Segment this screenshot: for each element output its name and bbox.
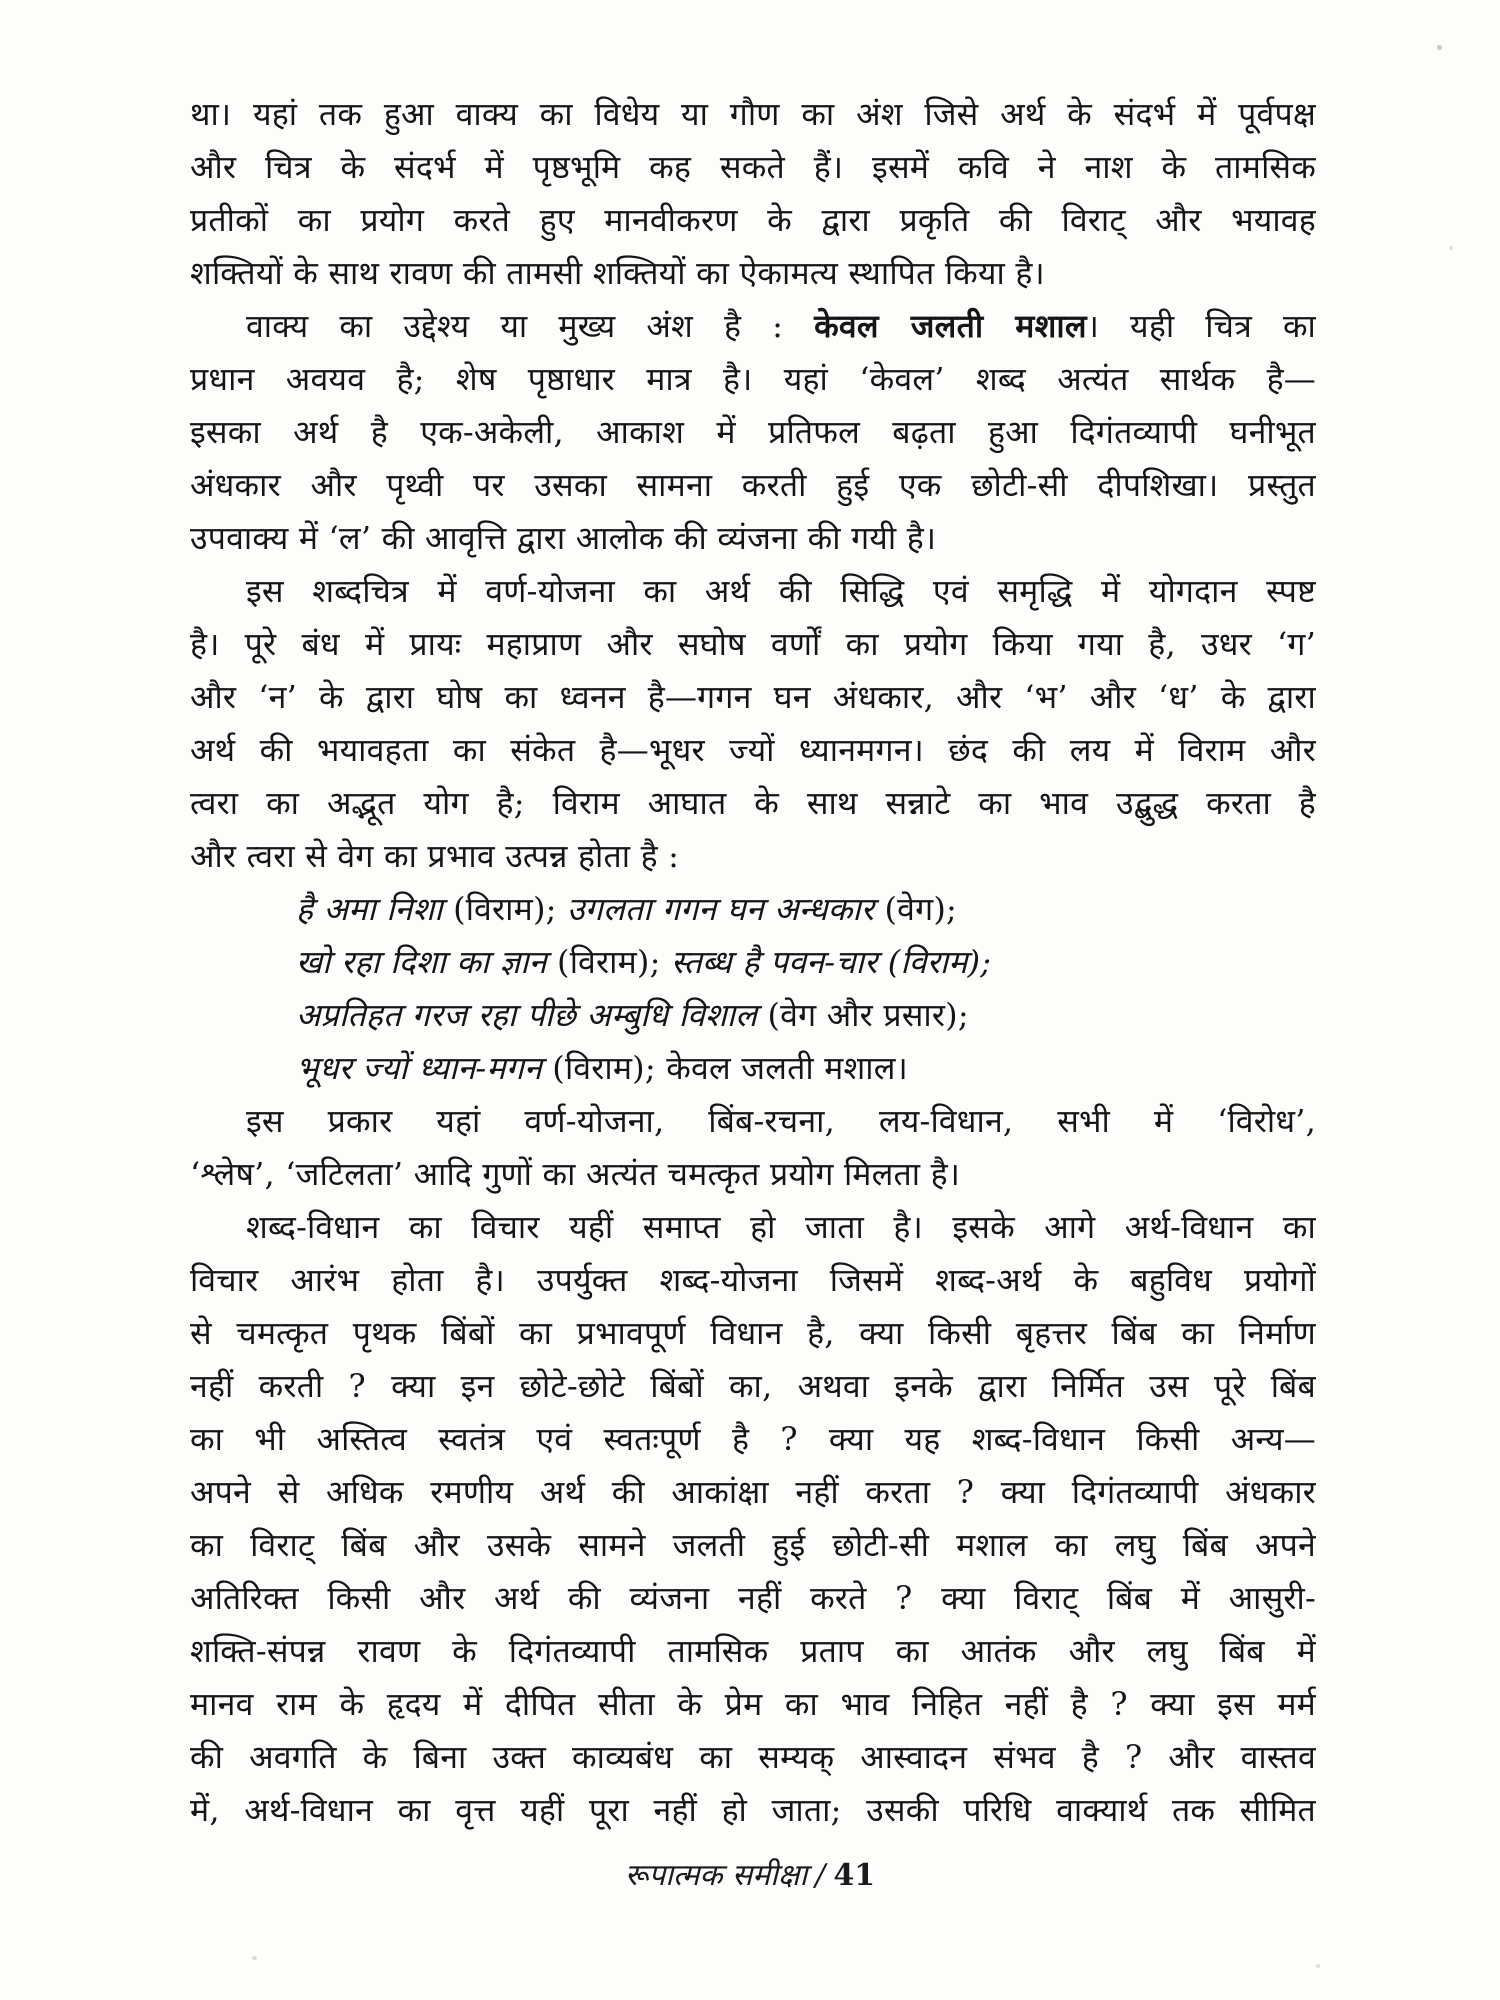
- text-segment: प्रतीकों का प्रयोग करते हुए मानवीकरण के द्वारा प्रकृति की विराट् और भयावह: [190, 201, 1316, 239]
- text-line: [190, 1678, 1316, 1731]
- text-line: [190, 1254, 1316, 1307]
- scan-artifact-dot: [1316, 1964, 1320, 1968]
- text-segment: (वेग);: [884, 890, 958, 928]
- text-line: [190, 512, 1316, 565]
- text-line: [190, 1307, 1316, 1360]
- text-segment: इसका अर्थ है एक-अकेली, आकाश में प्रतिफल बढ़ता हुआ दिगंतव्यापी घनीभूत: [190, 413, 1316, 451]
- text-segment: था। यहां तक हुआ वाक्य का विधेय या गौण का अंश जिसे अर्थ के संदर्भ में पूर्वपक्ष: [190, 95, 1316, 133]
- footer-separator: /: [815, 1858, 826, 1893]
- text-segment: भूधर ज्यों ध्यान-मगन: [296, 1049, 553, 1087]
- text-segment: से चमत्कृत पृथक बिंबों का प्रभावपूर्ण विधान है, क्या किसी बृहत्तर बिंब का निर्माण: [190, 1314, 1316, 1352]
- text-segment: नहीं करती ? क्या इन छोटे-छोटे बिंबों का, अथवा इनके द्वारा निर्मित उस पूरे बिंब: [190, 1367, 1316, 1405]
- text-line: [190, 1201, 1316, 1254]
- verse-line: [190, 883, 1316, 936]
- text-segment: अप्रतिहत गरज रहा पीछे अम्बुधि विशाल: [296, 996, 768, 1034]
- text-line: [190, 353, 1316, 406]
- text-segment: (विराम);: [557, 943, 671, 981]
- text-line: [190, 618, 1316, 671]
- text-line: [190, 194, 1316, 247]
- text-segment: (विराम);: [453, 890, 567, 928]
- text-segment: (वेग और प्रसार);: [767, 996, 969, 1034]
- text-segment: । यही चित्र का: [1086, 307, 1316, 345]
- text-line: [190, 724, 1316, 777]
- text-segment: और त्वरा से वेग का प्रभाव उत्पन्न होता है :: [190, 837, 680, 875]
- text-line: [190, 141, 1316, 194]
- text-line: [190, 1095, 1316, 1148]
- text-segment: अपने से अधिक रमणीय अर्थ की आकांक्षा नहीं करता ? क्या दिगंतव्यापी अंधकार: [190, 1473, 1316, 1511]
- text-line: [190, 406, 1316, 459]
- text-line: [190, 1466, 1316, 1519]
- text-segment: की अवगति के बिना उक्त काव्यबंध का सम्यक् आस्वादन संभव है ? और वास्तव: [190, 1738, 1316, 1776]
- page-number: 41: [833, 1858, 876, 1893]
- text-line: [190, 459, 1316, 512]
- text-line: [190, 830, 1316, 883]
- text-line: [190, 1360, 1316, 1413]
- text-line: [190, 247, 1316, 300]
- text-segment: उपवाक्य में ‘ल’ की आवृत्ति द्वारा आलोक की व्यंजना की गयी है।: [190, 519, 937, 557]
- text-line: [190, 1784, 1316, 1837]
- text-segment: (विराम); केवल जलती मशाल।: [552, 1049, 908, 1087]
- text-segment: खो रहा दिशा का ज्ञान: [296, 943, 558, 981]
- text-segment: इस शब्दचित्र में वर्ण-योजना का अर्थ की सिद्धि एवं समृद्धि में योगदान स्पष्ट: [246, 572, 1316, 610]
- scan-artifact-dot: [1437, 45, 1442, 50]
- text-segment: शक्तियों के साथ रावण की तामसी शक्तियों का ऐकामत्य स्थापित किया है।: [190, 254, 1045, 292]
- verse-line: [190, 1042, 1316, 1095]
- page-footer: [0, 1853, 1500, 1894]
- text-segment: उगलता गगन घन अन्धकार: [567, 890, 885, 928]
- text-segment: है अमा निशा: [296, 890, 454, 928]
- scan-artifact-dot: [252, 1956, 257, 1960]
- text-segment: है। पूरे बंध में प्रायः महाप्राण और सघोष वर्णों का प्रयोग किया गया है, उधर ‘ग’: [190, 625, 1316, 663]
- scan-artifact-dot: [1449, 246, 1453, 250]
- text-segment: अतिरिक्त किसी और अर्थ की व्यंजना नहीं करते ? क्या विराट् बिंब में आसुरी-: [190, 1579, 1316, 1617]
- text-segment: त्वरा का अद्भूत योग है; विराम आघात के साथ सन्नाटे का भाव उद्बुद्ध करता है: [190, 784, 1316, 822]
- text-segment: में, अर्थ-विधान का वृत्त यहीं पूरा नहीं हो जाता; उसकी परिधि वाक्यार्थ तक सीमित: [190, 1791, 1316, 1829]
- text-segment: अर्थ की भयावहता का संकेत है—भूधर ज्यों ध्यानमगन। छंद की लय में विराम और: [190, 731, 1316, 769]
- text-block: [190, 88, 1316, 1837]
- text-segment: का विराट् बिंब और उसके सामने जलती हुई छोटी-सी मशाल का लघु बिंब अपने: [190, 1526, 1316, 1564]
- text-line: [190, 1413, 1316, 1466]
- text-segment: शब्द-विधान का विचार यहीं समाप्त हो जाता है। इसके आगे अर्थ-विधान का: [246, 1208, 1316, 1246]
- text-segment: इस प्रकार यहां वर्ण-योजना, बिंब-रचना, लय-विधान, सभी में ‘विरोध’,: [246, 1102, 1316, 1140]
- text-line: [190, 88, 1316, 141]
- verse-line: [190, 936, 1316, 989]
- text-segment: अंधकार और पृथ्वी पर उसका सामना करती हुई एक छोटी-सी दीपशिखा। प्रस्तुत: [190, 466, 1316, 504]
- text-line: [190, 1572, 1316, 1625]
- text-segment: वाक्य का उद्देश्य या मुख्य अंश है :: [246, 307, 815, 345]
- footer-book-title: रूपात्मक समीक्षा: [624, 1858, 808, 1893]
- text-line: [190, 1731, 1316, 1784]
- text-segment: स्तब्ध है पवन-चार (विराम);: [670, 943, 992, 981]
- verse-line: [190, 989, 1316, 1042]
- text-segment: का भी अस्तित्व स्वतंत्र एवं स्वतःपूर्ण है ? क्या यह शब्द-विधान किसी अन्य—: [190, 1420, 1316, 1458]
- text-line: [190, 777, 1316, 830]
- text-line: [190, 565, 1316, 618]
- text-line: [190, 671, 1316, 724]
- text-segment: शक्ति-संपन्न रावण के दिगंतव्यापी तामसिक प्रताप का आतंक और लघु बिंब में: [190, 1632, 1316, 1670]
- text-segment: विचार आरंभ होता है। उपर्युक्त शब्द-योजना जिसमें शब्द-अर्थ के बहुविध प्रयोगों: [190, 1261, 1316, 1299]
- text-segment: मानव राम के हृदय में दीपित सीता के प्रेम का भाव निहित नहीं है ? क्या इस मर्म: [190, 1685, 1316, 1723]
- text-segment: और ‘न’ के द्वारा घोष का ध्वनन है—गगन घन अंधकार, और ‘भ’ और ‘ध’ के द्वारा: [190, 678, 1316, 716]
- text-line: [190, 1148, 1316, 1201]
- text-line: [190, 1519, 1316, 1572]
- text-segment: केवल जलती मशाल: [814, 307, 1087, 345]
- text-segment: और चित्र के संदर्भ में पृष्ठभूमि कह सकते हैं। इसमें कवि ने नाश के तामसिक: [190, 148, 1316, 186]
- text-line: [190, 300, 1316, 353]
- text-line: [190, 1625, 1316, 1678]
- text-segment: ‘श्लेष’, ‘जटिलता’ आदि गुणों का अत्यंत चमत्कृत प्रयोग मिलता है।: [190, 1155, 961, 1193]
- text-segment: प्रधान अवयव है; शेष पृष्ठाधार मात्र है। यहां ‘केवल’ शब्द अत्यंत सार्थक है—: [190, 360, 1316, 398]
